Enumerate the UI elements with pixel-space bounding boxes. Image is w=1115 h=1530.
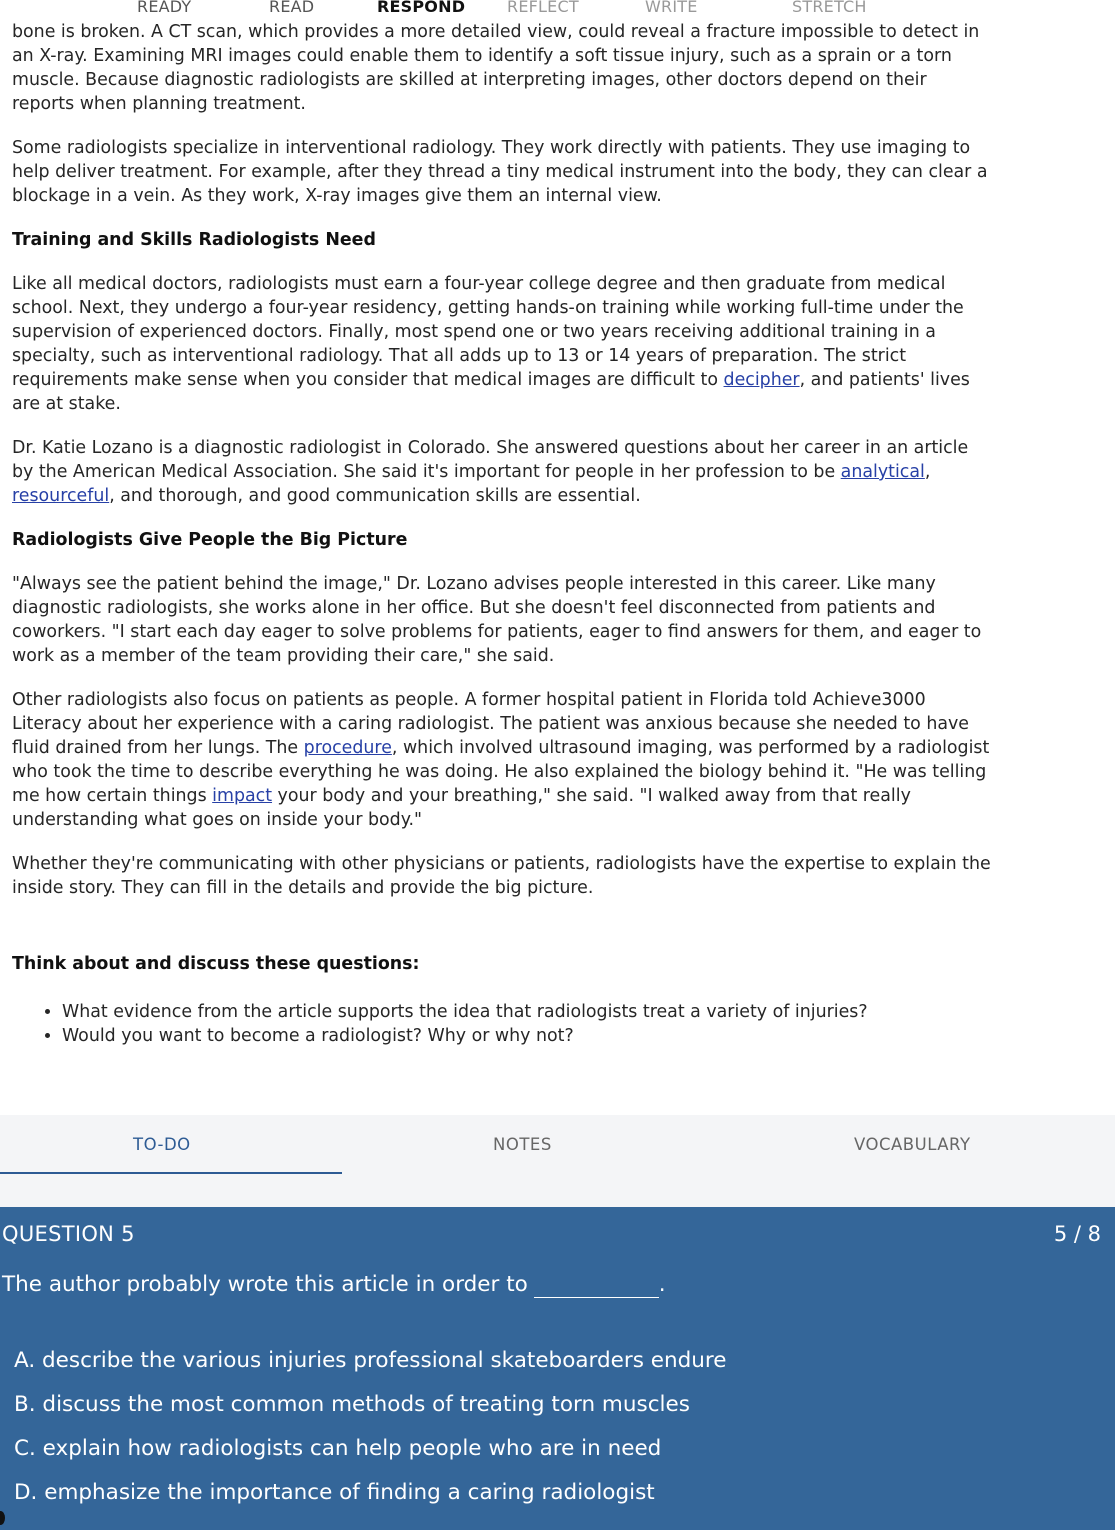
vocab-link-decipher[interactable]: decipher xyxy=(723,370,800,390)
text-line: fluid drained from her lungs. The xyxy=(12,738,304,758)
vocab-link-resourceful[interactable]: resourceful xyxy=(12,486,110,506)
article-body xyxy=(12,22,1115,900)
list-item: • What evidence from the article supports the idea that radiologists treat a variety of injuries? xyxy=(62,1000,868,1024)
text-line: me how certain things xyxy=(12,786,213,806)
text-line: , which involved ultrasound imaging, was performed by a radiologist xyxy=(391,738,990,758)
text-line: diagnostic radiologists, she works alone in her office. But she doesn't feel disconnected from patients and xyxy=(12,598,936,618)
article-paragraph xyxy=(12,852,1115,900)
question-stem xyxy=(2,1272,666,1298)
vocab-link-procedure[interactable]: procedure xyxy=(303,738,392,758)
step-stretch[interactable]: STRETCH xyxy=(792,0,867,16)
answer-options xyxy=(14,1339,726,1515)
article-paragraph xyxy=(12,436,1115,508)
tab-notes[interactable]: NOTES xyxy=(493,1135,552,1154)
section-heading: Training and Skills Radiologists Need xyxy=(12,230,376,250)
step-read[interactable]: READ xyxy=(269,0,315,16)
text-line: an X-ray. Examining MRI images could enable them to identify a soft tissue injury, such as a sprain or a torn xyxy=(12,46,952,66)
question-progress: 5 / 8 xyxy=(1053,1222,1101,1246)
text-line: requirements make sense when you consider that medical images are difficult to xyxy=(12,370,724,390)
article-paragraph xyxy=(12,20,1115,116)
step-respond[interactable]: RESPOND xyxy=(377,0,466,16)
answer-blank xyxy=(534,1272,659,1298)
tab-todo[interactable]: TO-DO xyxy=(133,1135,191,1154)
edge-marker xyxy=(0,1511,5,1525)
discussion-questions xyxy=(12,1000,868,1048)
text-line: Other radiologists also focus on patients as people. A former hospital patient in Florida told Achieve3000 xyxy=(12,690,926,710)
text-line: who took the time to describe everything he was doing. He also explained the biology behind it. "He was telling xyxy=(12,762,987,782)
text-line: help deliver treatment. For example, after they thread a tiny medical instrument into the body, they can clear a xyxy=(12,162,988,182)
text-line: inside story. They can fill in the details and provide the big picture. xyxy=(12,878,594,898)
text-line: understanding what goes on inside your body." xyxy=(12,810,423,830)
text-line: , and thorough, and good communication skills are essential. xyxy=(109,486,641,506)
bottom-tab-bar xyxy=(0,1115,1115,1207)
text-line: , xyxy=(924,462,931,482)
text-line: bone is broken. A CT scan, which provides a more detailed view, could reveal a fracture impossible to detect in xyxy=(12,22,980,42)
step-navigation xyxy=(0,0,1115,22)
text-line: specialty, such as interventional radiology. That all adds up to 13 or 14 years of preparation. The strict xyxy=(12,346,907,366)
list-item: • Would you want to become a radiologist? Why or why not? xyxy=(62,1024,868,1048)
text-line: reports when planning treatment. xyxy=(12,94,306,114)
article-paragraph xyxy=(12,136,1115,208)
text-line: Whether they're communicating with other physicians or patients, radiologists have the expertise to explain the xyxy=(12,854,991,874)
discussion-heading: Think about and discuss these questions: xyxy=(12,954,420,974)
text-line: are at stake. xyxy=(12,394,121,414)
option-b[interactable]: B. discuss the most common methods of treating torn muscles xyxy=(14,1392,690,1417)
text-line: your body and your breathing," she said. "I walked away from that really xyxy=(272,786,911,806)
text-line: Some radiologists specialize in interventional radiology. They work directly with patients. They use imaging to xyxy=(12,138,971,158)
step-write[interactable]: WRITE xyxy=(645,0,698,16)
article-paragraph xyxy=(12,572,1115,668)
text-line: coworkers. "I start each day eager to solve problems for patients, eager to find answers for them, and eager to xyxy=(12,622,982,642)
article-paragraph xyxy=(12,272,1115,416)
text-line: blockage in a vein. As they work, X-ray images give them an internal view. xyxy=(12,186,662,206)
text-line: Dr. Katie Lozano is a diagnostic radiologist in Colorado. She answered questions about her career in an article xyxy=(12,438,969,458)
text-line: , and patients' lives xyxy=(799,370,970,390)
option-d[interactable]: D. emphasize the importance of finding a caring radiologist xyxy=(14,1480,655,1505)
question-label: QUESTION 5 xyxy=(2,1222,135,1246)
question-stem-text: The author probably wrote this article in order to xyxy=(2,1272,528,1297)
text-line: by the American Medical Association. She said it's important for people in her profession to be xyxy=(12,462,841,482)
vocab-link-analytical[interactable]: analytical xyxy=(840,462,925,482)
tab-vocabulary[interactable]: VOCABULARY xyxy=(854,1135,971,1154)
text-line: work as a member of the team providing their care," she said. xyxy=(12,646,555,666)
text-line: Literacy about her experience with a caring radiologist. The patient was anxious because she needed to have xyxy=(12,714,970,734)
text-line: supervision of experienced doctors. Finally, most spend one or two years receiving additional training in a xyxy=(12,322,936,342)
article-paragraph xyxy=(12,688,1115,832)
step-reflect[interactable]: REFLECT xyxy=(507,0,579,16)
step-ready[interactable]: READY xyxy=(137,0,192,16)
question-panel xyxy=(0,1207,1115,1530)
text-line: school. Next, they undergo a four-year residency, getting hands-on training while working full-time under the xyxy=(12,298,964,318)
text-line: "Always see the patient behind the image," Dr. Lozano advises people interested in this career. Like many xyxy=(12,574,936,594)
vocab-link-impact[interactable]: impact xyxy=(212,786,273,806)
active-tab-indicator xyxy=(0,1172,342,1174)
option-a[interactable]: A. describe the various injuries professional skateboarders endure xyxy=(14,1348,727,1373)
question-stem-end: . xyxy=(658,1272,666,1297)
option-c[interactable]: C. explain how radiologists can help people who are in need xyxy=(14,1436,662,1461)
text-line: muscle. Because diagnostic radiologists are skilled at interpreting images, other doctors depend on their xyxy=(12,70,927,90)
section-heading: Radiologists Give People the Big Picture xyxy=(12,530,408,550)
text-line: Like all medical doctors, radiologists must earn a four-year college degree and then graduate from medical xyxy=(12,274,946,294)
